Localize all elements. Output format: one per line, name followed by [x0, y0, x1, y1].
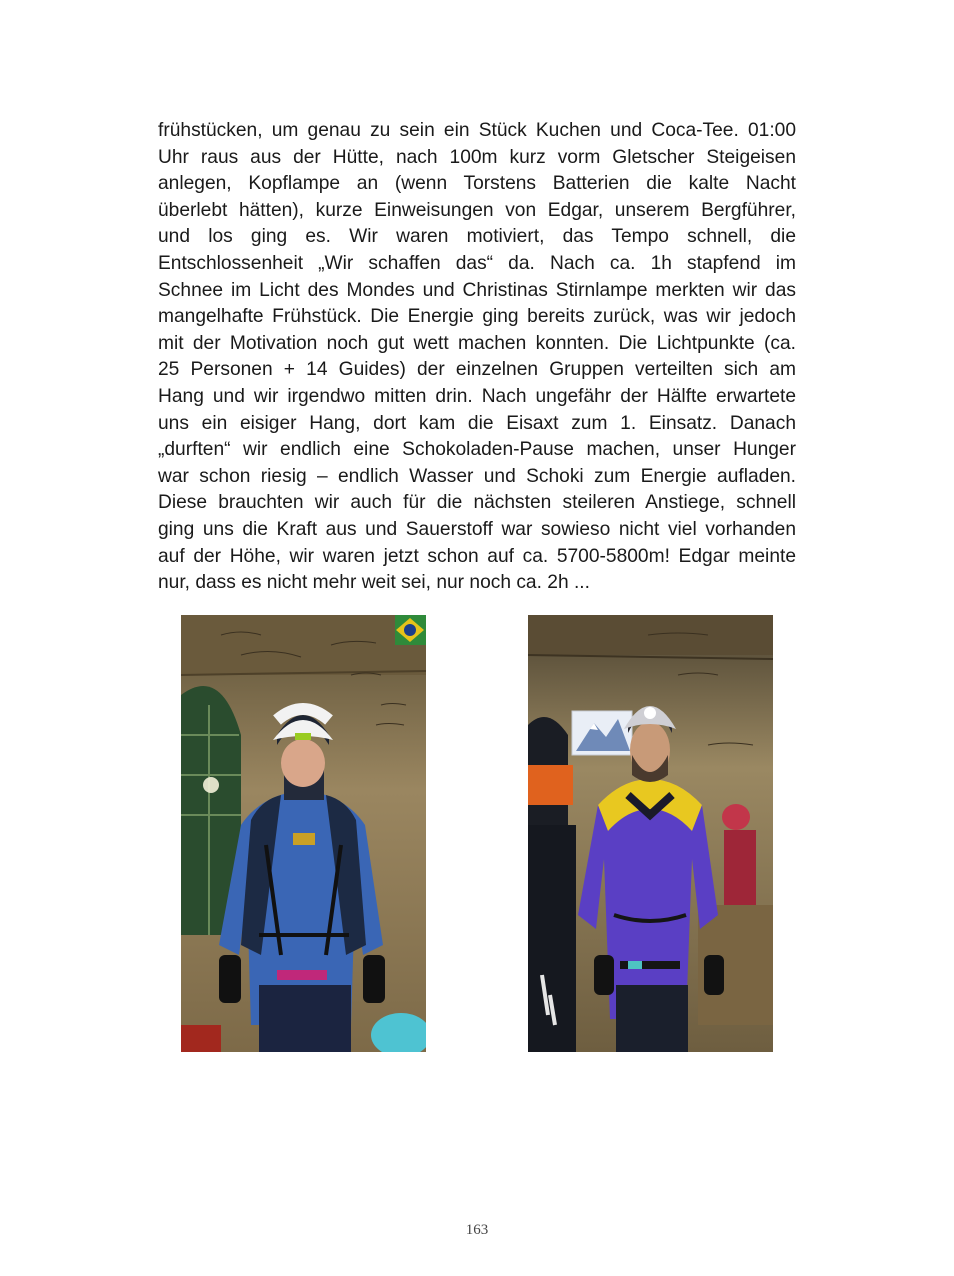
text-line: anlegen, Kopflampe an (wenn Torstens Batterien die kalte Nacht — [158, 173, 796, 195]
text-line: Entschlossenheit „Wir schaffen das“ da. Nach ca. 1h stapfend im — [158, 252, 796, 274]
text-line: auf der Höhe, wir waren jetzt schon auf ca. 5700-5800m! Edgar meinte — [158, 545, 796, 567]
text-line: Diese brauchten wir auch für die nächsten steileren Anstiege, schnell — [158, 492, 796, 514]
text-line: 25 Personen + 14 Guides) der einzelnen Gruppen verteilten sich am — [158, 359, 796, 381]
text-line: nur, dass es nicht mehr weit sei, nur noch ca. 2h ... — [158, 572, 590, 594]
body-text — [158, 118, 796, 597]
text-line: und los ging es. Wir waren motiviert, das Tempo schnell, die — [158, 226, 796, 248]
text-line: uns ein eisiger Hang, dort kam die Eisaxt zum 1. Einsatz. Danach — [158, 412, 796, 434]
text-line: „durften“ wir endlich eine Schokoladen-Pause machen, unser Hunger — [158, 439, 796, 461]
text-line: Uhr raus aus der Hütte, nach 100m kurz vorm Gletscher Steigeisen — [158, 146, 796, 168]
text-line: war schon riesig – endlich Wasser und Schoki zum Energie aufladen. — [158, 465, 796, 487]
photo-climber-blue-jacket — [181, 615, 426, 1052]
text-line: überlebt hätten), kurze Einweisungen von Edgar, unserem Bergführer, — [158, 199, 796, 221]
page-number: 163 — [465, 1222, 489, 1238]
text-line: frühstücken, um genau zu sein ein Stück Kuchen und Coca-Tee. 01:00 — [158, 120, 796, 141]
text-line: mangelhafte Frühstück. Die Energie ging bereits zurück, was wir jedoch — [158, 306, 796, 328]
text-line: Hang und wir irgendwo mitten drin. Nach ungefähr der Hälfte erwartete — [158, 385, 796, 407]
text-line: Schnee im Licht des Mondes und Christinas Stirnlampe merkten wir das — [158, 279, 796, 301]
text-line: mit der Motivation noch gut wett machen konnten. Die Lichtpunkte (ca. — [158, 332, 796, 354]
text-line: ging uns die Kraft aus und Sauerstoff war sowieso nicht viel vorhanden — [158, 518, 796, 540]
photo-climber-purple-jacket — [528, 615, 773, 1052]
